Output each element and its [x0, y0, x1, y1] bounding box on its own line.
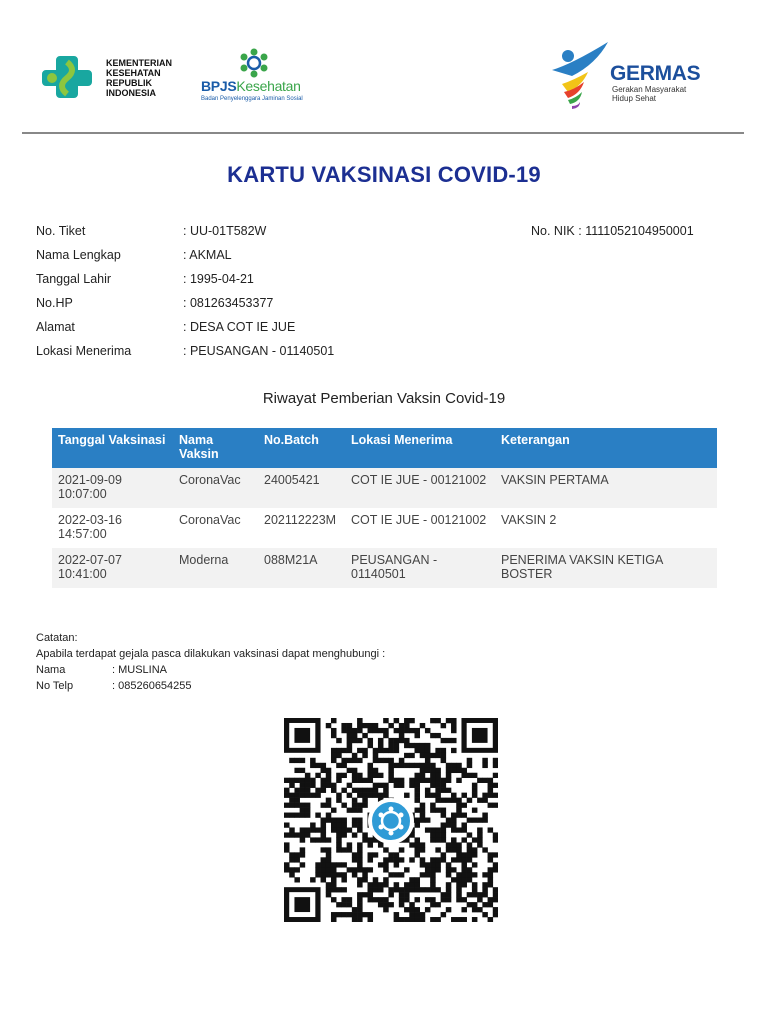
table-cell: COT IE JUE - 00121002 [345, 468, 495, 508]
contact-name-value: : MUSLINA [112, 664, 168, 676]
info-label: Alamat [36, 320, 75, 334]
bpjs-subtitle: Badan Penyelenggara Jaminan Sosial [201, 96, 303, 102]
table-cell: PENERIMA VAKSIN KETIGA BOSTER [495, 548, 717, 588]
nik-field [531, 224, 694, 238]
table-cell: Moderna [173, 548, 258, 588]
info-label: Nama Lengkap [36, 248, 121, 262]
germas-logo [548, 40, 728, 112]
kemenkes-logo [38, 52, 188, 100]
contact-phone-value: : 085260654255 [112, 680, 192, 692]
column-header: Keterangan [495, 428, 717, 468]
notes-text: Apabila terdapat gejala pasca dilakukan vaksinasi dapat menghubungi : [36, 648, 386, 660]
column-header: No.Batch [258, 428, 345, 468]
info-label: No.HP [36, 296, 73, 310]
table-row [52, 548, 717, 588]
info-value: : PEUSANGAN - 01140501 [183, 344, 335, 358]
bpjs-emblem-icon [234, 48, 274, 78]
column-header: Nama Vaksin [173, 428, 258, 468]
header-divider [22, 132, 744, 134]
table-cell: 088M21A [258, 548, 345, 588]
info-label: Tanggal Lahir [36, 272, 112, 286]
table-cell: 2021-09-09 10:07:00 [52, 468, 173, 508]
table-cell: COT IE JUE - 00121002 [345, 508, 495, 548]
bpjs-logo [196, 48, 326, 104]
table-cell: PEUSANGAN - 01140501 [345, 548, 495, 588]
table-cell: CoronaVac [173, 508, 258, 548]
column-header: Lokasi Menerima [345, 428, 495, 468]
notes-heading: Catatan: [36, 632, 78, 644]
contact-phone-row [36, 678, 385, 694]
column-header: Tanggal Vaksinasi [52, 428, 173, 468]
qr-code [284, 718, 498, 922]
germas-figure-icon [548, 40, 612, 112]
table-row [52, 508, 717, 548]
table-cell: 24005421 [258, 468, 345, 508]
info-value: : UU-01T582W [183, 224, 267, 238]
nik-value: : 1111052104950001 [578, 224, 694, 238]
contact-name-row [36, 662, 385, 678]
info-label: No. Tiket [36, 224, 86, 238]
bpjs-name: BPJSKesehatan [201, 78, 301, 94]
table-cell: 2022-03-16 14:57:00 [52, 508, 173, 548]
table-cell: VAKSIN 2 [495, 508, 717, 548]
page-title: KARTU VAKSINASI COVID-19 [227, 162, 541, 187]
table-cell: 2022-07-07 10:41:00 [52, 548, 173, 588]
table-row [52, 468, 717, 508]
info-value: : 1995-04-21 [183, 272, 254, 286]
info-value: : AKMAL [183, 248, 232, 262]
vaccination-history-table [52, 428, 717, 588]
history-title: Riwayat Pemberian Vaksin Covid-19 [262, 390, 506, 407]
info-value: : DESA COT IE JUE [183, 320, 296, 334]
qr-center-logo-icon [368, 798, 414, 844]
table-header-row [52, 428, 717, 468]
germas-title: GERMAS [610, 62, 701, 85]
contact-phone-label: No Telp [36, 680, 74, 692]
kemenkes-emblem-icon [38, 52, 100, 100]
nik-label: No. NIK [531, 224, 575, 238]
table-cell: 202112223M [258, 508, 345, 548]
info-label: Lokasi Menerima [36, 344, 132, 358]
kemenkes-text: KEMENTERIAN KESEHATAN REPUBLIK INDONESIA [106, 58, 173, 98]
info-value: : 081263453377 [183, 296, 274, 310]
table-cell: VAKSIN PERTAMA [495, 468, 717, 508]
table-cell: CoronaVac [173, 468, 258, 508]
contact-name-label: Nama [36, 664, 66, 676]
germas-subtitle: Gerakan Masyarakat Hidup Sehat [612, 85, 687, 103]
notes-section [36, 630, 385, 694]
